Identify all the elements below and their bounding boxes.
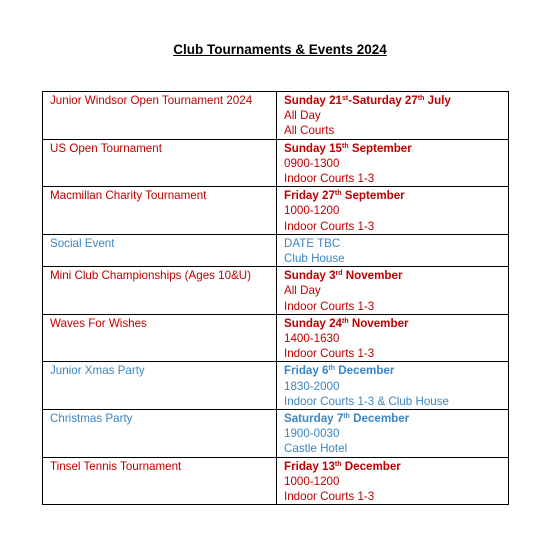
- event-time: DATE TBC: [284, 236, 341, 250]
- event-date: [284, 268, 502, 283]
- event-time: 1000-1200: [284, 474, 340, 488]
- date-text: Saturday 7: [284, 412, 344, 426]
- event-location: Club House: [284, 252, 345, 266]
- event-row: [43, 362, 509, 410]
- event-time: All Day: [284, 109, 321, 123]
- event-date: [284, 363, 502, 378]
- event-details: [277, 267, 509, 315]
- event-row: [43, 92, 509, 140]
- event-row: [43, 267, 509, 315]
- event-location: All Courts: [284, 124, 335, 138]
- event-location: Castle Hotel: [284, 442, 348, 456]
- date-suffix: th: [417, 95, 425, 102]
- event-name: Junior Xmas Party: [43, 362, 277, 410]
- date-text: December: [341, 459, 401, 473]
- event-date: [284, 93, 502, 108]
- date-text: -Saturday 27: [348, 94, 418, 107]
- event-row: [43, 234, 509, 266]
- date-suffix: rd: [335, 270, 343, 278]
- date-text: Sunday 24: [284, 316, 342, 330]
- event-time: 1000-1200: [284, 204, 340, 218]
- date-suffix: th: [342, 317, 349, 325]
- event-time: 1400-1630: [284, 332, 340, 346]
- date-text: Friday 13: [284, 459, 335, 473]
- date-suffix: th: [343, 413, 350, 421]
- date-text: September: [348, 141, 412, 155]
- date-text: September: [341, 189, 405, 203]
- event-name: Social Event: [43, 234, 277, 266]
- date-suffix: th: [334, 190, 342, 198]
- event-details: [277, 362, 509, 410]
- event-details: [277, 139, 509, 187]
- event-details: [277, 187, 509, 235]
- event-date: [284, 459, 502, 474]
- event-time: 1900-0030: [284, 427, 340, 441]
- date-text: Sunday 15: [284, 141, 342, 155]
- event-location: Indoor Courts 1-3 & Club House: [284, 394, 449, 408]
- events-table: [42, 91, 509, 505]
- date-suffix: st: [342, 95, 349, 102]
- event-details: [277, 410, 509, 458]
- date-text: Sunday 3: [284, 269, 336, 283]
- event-row: [43, 314, 509, 362]
- date-text: Friday 27: [284, 189, 335, 203]
- event-date: [284, 411, 502, 426]
- date-suffix: th: [328, 365, 336, 373]
- event-location: Indoor Courts 1-3: [284, 219, 375, 233]
- event-row: [43, 139, 509, 187]
- event-row: [43, 410, 509, 458]
- event-location: Indoor Courts 1-3: [284, 172, 375, 186]
- date-suffix: th: [334, 460, 342, 468]
- date-text: November: [342, 269, 403, 283]
- event-name: US Open Tournament: [43, 139, 277, 187]
- date-text: December: [349, 412, 410, 426]
- event-location: Indoor Courts 1-3: [284, 490, 375, 504]
- event-row: [43, 457, 509, 505]
- events-table-body: [43, 92, 509, 505]
- event-name: Junior Windsor Open Tournament 2024: [43, 92, 277, 140]
- event-name: Tinsel Tennis Tournament: [43, 457, 277, 505]
- event-date: [284, 188, 502, 203]
- event-date: [284, 141, 502, 156]
- event-location: Indoor Courts 1-3: [284, 347, 375, 361]
- event-location: Indoor Courts 1-3: [284, 299, 375, 313]
- date-suffix: th: [342, 142, 349, 150]
- event-name: Macmillan Charity Tournament: [43, 187, 277, 235]
- date-text: Friday 6: [284, 364, 329, 378]
- event-name: Christmas Party: [43, 410, 277, 458]
- event-details: [277, 92, 509, 140]
- event-time: 0900-1300: [284, 156, 340, 170]
- event-name: Mini Club Championships (Ages 10&U): [43, 267, 277, 315]
- date-text: November: [348, 316, 409, 330]
- date-text: July: [424, 94, 451, 107]
- event-row: [43, 187, 509, 235]
- event-name: Waves For Wishes: [43, 314, 277, 362]
- event-details: [277, 314, 509, 362]
- date-text: Sunday 21: [284, 94, 342, 107]
- event-details: [277, 457, 509, 505]
- date-text: December: [335, 364, 395, 378]
- page-title: Club Tournaments & Events 2024: [173, 42, 387, 57]
- event-time: All Day: [284, 284, 321, 298]
- event-time: 1830-2000: [284, 379, 340, 393]
- event-date: [284, 316, 502, 331]
- event-details: [277, 234, 509, 266]
